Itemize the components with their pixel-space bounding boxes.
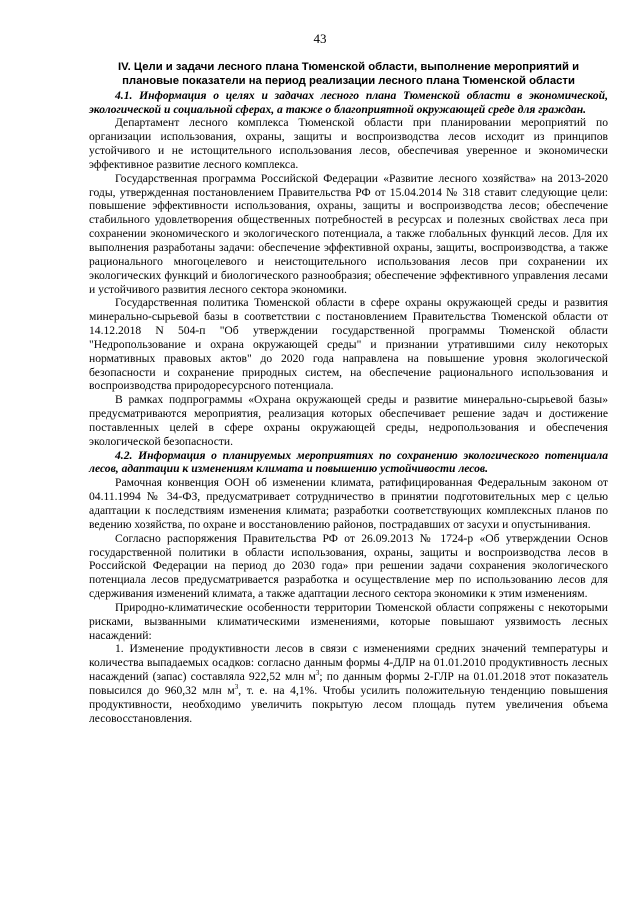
text-span: , т. е. на 4,1%. Чтобы усилить положительную тенденцию повышения продуктивности, необходимо увеличить покрытую лесом площадь путем увеличения объема лесовосстановления. [89,683,608,725]
paragraph: Государственная политика Тюменской области в сфере охраны окружающей среды и развития минерально-сырьевой базы в соответствии с постановлением Правительства Тюменской области от 14.12.2018 N 504-п "Об утверждении государственной программы Тюменской области "Недропользование и охрана окружающей среды" и признании утратившими силу некоторых нормативных правовых актов" до 2020 года направлена на повышение уровня экологической безопасности и сохранение природных систем, на обеспечение рационального использования и воспроизводства природоресурсного потенциала. [89,296,608,393]
paragraph: Государственная программа Российской Федерации «Развитие лесного хозяйства» на 2013-2020 годы, утвержденная постановлением Правительства РФ от 15.04.2014 № 318 ставит следующие цели: повышение эффективности использования, охраны, защиты и воспроизводства лесов; обеспечение стабильного удовлетворения общественных потребностей в ресурсах и полезных свойствах леса при сохранении экономического и экологического потенциала, а также глобальных функций лесов. Для их выполнения разработаны задачи: обеспечение эффективной охраны, защиты, воспроизводства, а также рационального многоцелевого и неистощительного использования лесов при сохранении их экологических функций и биологического разнообразия; обеспечение эффективного управления лесами и устойчивого развития лесного сектора экономики. [89,171,608,296]
paragraph: Рамочная конвенция ООН об изменении климата, ратифицированная Федеральным законом от 04.11.1994 № 34-ФЗ, предусматривает сотрудничество в принятии подготовительных мер с целью адаптации к последствиям изменения климата; разработки соответствующих комплексных планов по ведению хозяйства, по охране и восстановлению районов, пострадавших от засухи и опустынивания. [89,476,608,531]
superscript: 3 [234,683,239,692]
paragraph: Природно-климатические особенности территории Тюменской области сопряжены с некоторыми рисками, вызванными климатическими изменениями, которые повышают уязвимость лесных насаждений: [89,600,608,642]
text-span: 1. Изменение продуктивности лесов в связи с изменениями средних значений температуры и количества выпадаемых осадков: согласно данным формы 4-ДЛР на 01.01.2010 продуктивность лесных насаждений (запас) составляла 922,52 млн м [89,642,608,684]
text-span: ; по данным формы 2-ГЛР на 01.01.2018 этот показатель повысился до 960,32 млн м [89,670,608,697]
document-body [89,61,608,726]
subsection-title-4-1: 4.1. Информация о целях и задачах лесного плана Тюменской области в экономической, экологической и социальной сферах, а также о благоприятной окружающей среде для граждан. [89,88,608,116]
paragraph: В рамках подпрограммы «Охрана окружающей среды и развитие минерально-сырьевой базы» предусматриваются мероприятия, реализация которых обеспечивает решение задач и достижение поставленных целей в сфере охраны окружающей среды, недропользования и обеспечения экологической безопасности. [89,393,608,448]
section-title: IV. Цели и задачи лесного плана Тюменской области, выполнение мероприятий и плановые показатели на период реализации лесного плана Тюменской области [117,61,580,87]
page-number: 43 [313,31,327,46]
superscript: 3 [315,669,320,678]
paragraph: Департамент лесного комплекса Тюменской области при планировании мероприятий по организации использования, охраны, защиты и воспроизводства лесов исходит из принципов устойчивого и не истощительного использования лесов, обеспечивая уверенное и экономически эффективное развитие лесного комплекса. [89,116,608,171]
paragraph: Согласно распоряжения Правительства РФ от 26.09.2013 № 1724-р «Об утверждении Основ государственной политики в области использования, охраны, защиты и воспроизводства лесов в Российской Федерации на период до 2030 года» при решении задачи сохранения экологического потенциала лесов предусматривается разработка и осуществление мер по использованию лесов для сдерживания изменений климата, а также адаптации лесного сектора экономики к этим изменениям. [89,531,608,601]
subsection-title-4-2: 4.2. Информация о планируемых мероприятиях по сохранению экологического потенциала лесов, адаптации к изменениям климата и повышению устойчивости лесов. [89,448,608,476]
paragraph-productivity [89,642,608,725]
